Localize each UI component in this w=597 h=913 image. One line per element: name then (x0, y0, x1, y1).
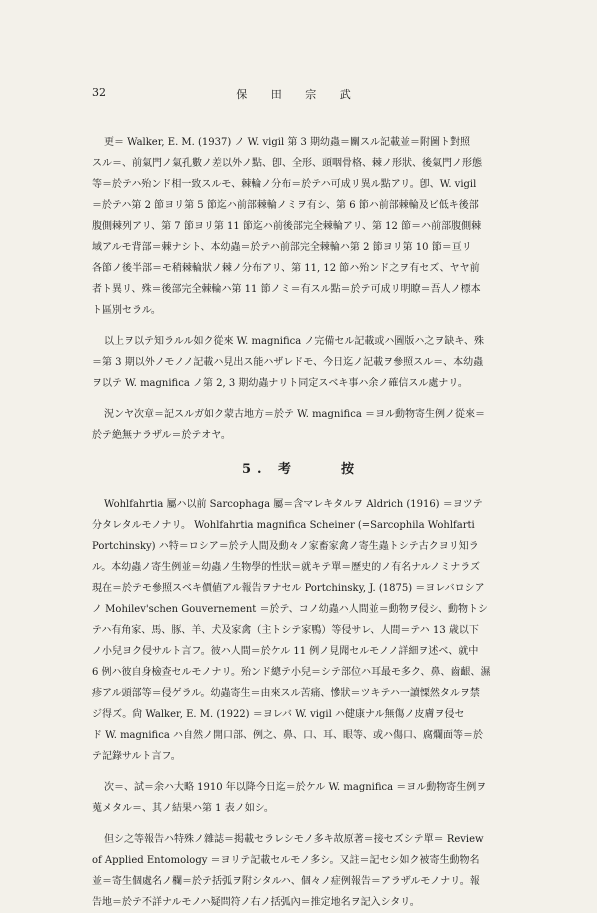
page-header (0, 86, 597, 102)
paragraph (92, 331, 510, 394)
text-line: 分タレタルモノナリ。 Wohlfahrtia magnifica Scheiner (=Sarcophila Wohlfarti (92, 520, 475, 531)
page-number: 32 (92, 86, 106, 99)
text-line: ル。本幼蟲ノ寄生例並＝幼蟲ノ生物學的性狀＝就キテ單＝歷史的ノ有名ナルノミナラズ (92, 562, 480, 573)
text-line: 並＝寄生個處名ノ欄＝於テ括弧ヲ附シタルハ、個々ノ症例報告＝アラザルモノナリ。報 (92, 876, 480, 887)
paragraph (92, 829, 510, 913)
text-line: 況ンヤ次章＝記スルガ如ク蒙古地方＝於テ W. magnifica ＝ヨル動物寄生例ノ從來＝ (104, 409, 485, 420)
paragraph (92, 132, 510, 321)
paragraph (92, 494, 510, 767)
text-line: 現在＝於テモ參照スベキ價値アル報告ヲナセル Portchinsky, J. (1875) ＝ヨレバロシア (92, 583, 485, 594)
text-line: ノ小兒ヨク侵サルト言フ。彼ハ人間＝於ケル 11 例ノ見聞セルモノノ詳細ヲ述ベ、就中 (92, 646, 479, 657)
running-head: 保 田 宗 武 (236, 88, 361, 101)
text-line: 以上ヲ以テ知ラルル如ク從來 W. magnifica ノ完備セル記載或ハ圖版ハ之ヲ缺キ、殊 (104, 336, 485, 347)
paragraph (92, 777, 510, 819)
text-line: 蒐メタル＝、其ノ結果ハ第 1 表ノ如シ。 (92, 803, 274, 814)
text-line: 等＝於テハ殆ンド相一致スルモ、棘輪ノ分布＝於テハ可成リ異ル點アリ。卽、W. vigil (92, 179, 477, 190)
text-line: 但シ之等報告ハ特殊ノ雜誌＝掲載セラレシモノ多キ故原著＝接セズシテ單＝ Review (104, 834, 484, 845)
text-line: ヲ以テ W. magnifica ノ第 2, 3 期幼蟲ナリト同定スベキ事ハ余ノ確信スル處ナリ。 (92, 378, 468, 389)
text-line: テハ有角家、馬、豚、羊、犬及家禽（主トシテ家鴨）等侵サレ、人間＝テハ 13 歳以下 (92, 625, 479, 636)
text-line: 6 例ハ彼自身檢查セルモノナリ。殆ンド總テ小兒＝シテ部位ハ耳最モ多ク、鼻、齒齦、濕 (92, 667, 491, 678)
section-heading-number: 5. 考 (241, 462, 298, 477)
paragraph (92, 404, 510, 446)
text-line: テ記錄サルト言フ。 (92, 751, 181, 762)
text-line: ＝於テハ第 2 節ヨリ第 5 節迄ハ前部棘輪ノミヲ有シ、第 6 節ハ前部棘輪及ビ低キ後部 (92, 200, 479, 211)
text-line: ＝第 3 期以外ノモノノ記載ハ見出ス能ハザレドモ、今日迄ノ記載ヲ參照スル＝、本幼蟲 (92, 357, 484, 368)
text-line: スル＝、前氣門ノ氣孔數ノ差以外ノ點、卽、全形、頭咽骨格、棘ノ形狀、後氣門ノ形態 (92, 158, 482, 169)
text-line: 腹側棘列アリ、第 7 節ヨリ第 11 節迄ハ前後部完全棘輪アリ、第 12 節＝ハ前部腹側棘 (92, 221, 482, 232)
text-line: 告地＝於テ不詳ナルモノハ疑問符ノ右ノ括弧內＝推定地名ヲ記入シタリ。 (92, 897, 420, 908)
section-heading (92, 460, 510, 480)
text-line: ノ Mohilev'schen Gouvernement ＝於テ、コノ幼蟲ハ人間並＝動物ヲ侵シ、動物トシ (92, 604, 488, 615)
text-line: of Applied Entomology ＝ヨリテ記載セルモノ多シ。又註＝記セシ如ク被寄生動物名 (92, 855, 480, 866)
body-text (92, 132, 510, 913)
text-line: ト區別セラル。 (92, 305, 161, 316)
text-line: Portchinsky) ハ特＝ロシア＝於テ人間及動々ノ家畜家禽ノ寄生蟲トシテ古クヨリ知ラ (92, 541, 479, 552)
text-line: 次＝、試＝余ハ大略 1910 年以降今日迄＝於ケル W. magnifica ＝ヨル動物寄生例ヲ (104, 782, 487, 793)
text-line: ド W. magnifica ハ自然ノ開口部、例之、鼻、口、耳、眼等、或ハ傷口、腐爛面等＝於 (92, 730, 483, 741)
text-line: 各節ノ後半部＝モ稍棘輪狀ノ棘ノ分布アリ、第 11, 12 節ハ殆ンド之ヲ有セズ、ヤヤ前 (92, 263, 480, 274)
text-line: 者ト異リ、殊＝後部完全棘輪ハ第 11 節ノミ＝有スル點＝於テ可成リ明瞭＝吾人ノ標本 (92, 284, 481, 295)
section-heading-word: 按 (341, 462, 361, 477)
text-line: ジ得ズ。尙 Walker, E. M. (1922) ＝ヨレバ W. vigil ハ健康ナル無傷ノ皮膚ヲ侵セ (92, 709, 465, 720)
text-line: 於テ絶無ナラザル＝於テオヤ。 (92, 430, 231, 441)
text-line: 更＝ Walker, E. M. (1937) ノ W. vigil 第 3 期幼蟲＝關スル記載並＝附圖ト對照 (104, 137, 471, 148)
text-line: 域アルモ背部＝棘ナシト、本幼蟲＝於テハ前部完全棘輪ハ第 2 節ヨリ第 10 節＝亘リ (92, 242, 472, 253)
text-line: 疹アル頭部等＝侵ゲラル。幼蟲寄生＝由來スル苦痛、慘狀＝ツキテハ一讀慄然タルヲ禁 (92, 688, 480, 699)
text-line: Wohlfahrtia 屬ハ以前 Sarcophaga 屬＝含マレキタルヲ Aldrich (1916) ＝ヨツテ (104, 499, 483, 510)
